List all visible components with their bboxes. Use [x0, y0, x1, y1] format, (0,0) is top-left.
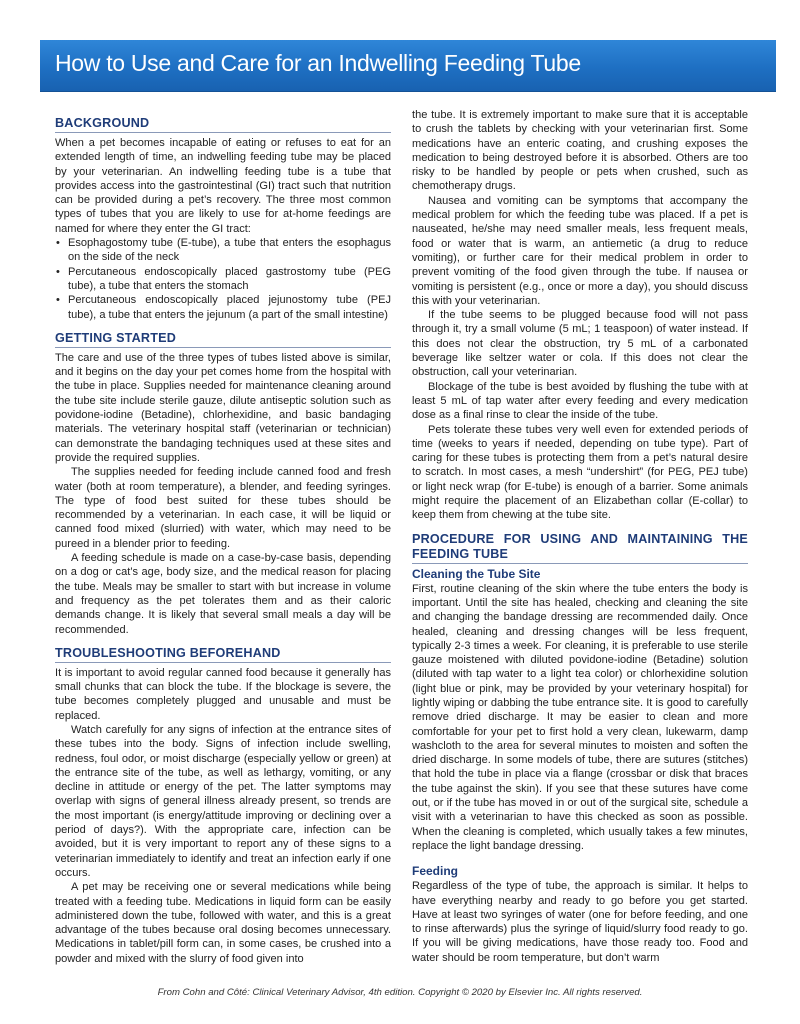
- subheading-feeding: Feeding: [412, 864, 459, 879]
- paragraph: the tube. It is extremely important to make sure that it is acceptable to crush the tablets by checking with your veterinarian first. Some medications have an enteric coating, and crushing exposes the medication to being destroyed before it is absorbed. Others are too risky to be handled by people or pets when crushed, such as chemotherapy drugs.: [412, 109, 748, 193]
- paragraph: Watch carefully for any signs of infection at the entrance sites of these tubes into the body. Signs of infection include swelling, redness, foul odor, or moist discharge (especially yellow or green) at the entrance site of the tube, as well as lethargy, vomiting, or any decline in attitude or energy of the pet. The latter symptoms may overlap with signs of general illness already present, so trends are the most important (is energy/attitude improving or declining over a period of days?). With the appropriate care, infection can be avoided, but it is very important to report any of these signs to a veterinarian immediately to identify and treat an infection early if one occurs.: [55, 723, 391, 879]
- right-column: [412, 108, 748, 965]
- paragraph: Pets tolerate these tubes very well even for extended periods of time (weeks to years if needed, depending on tube type). Part of caring for these tubes is protecting them from a pet’s natural desire to scratch. In most cases, a mesh “undershirt” (for PEG, PEJ tube) or light neck wrap (for E-tube) is enough of a barrier. Some animals might require the placement of an Elizabethan collar (E-collar) to keep them from chewing at the tube site.: [412, 423, 748, 522]
- section-heading-procedure: PROCEDURE FOR USING AND MAINTAINING THE FEEDING TUBE: [412, 532, 748, 564]
- section-heading-troubleshooting: TROUBLESHOOTING BEFOREHAND: [55, 646, 391, 663]
- paragraph: A feeding schedule is made on a case-by-case basis, depending on a dog or cat’s age, body size, and the medical reason for placing the tube. Meals may be smaller to start with but increase in volume and frequency as the pet tolerates them and as their caloric demands change. It is likely that several small meals a day will be recommended.: [55, 552, 391, 636]
- left-column: [55, 116, 391, 966]
- paragraph: First, routine cleaning of the skin where the tube enters the body is important. Until the site has healed, checking and cleaning the site and changing the bandage dressing are recommended daily. Once healed, cleaning and dressing changes will be less frequent, typically 2-3 times a week. For cleaning, it is preferable to use sterile gauze moistened with diluted povidone-iodine (Betadine) solution (diluted with tap water to a light tea color) or chlorhexidine solution (light blue or pink, may be provided by your veterinary hospital) for lightly wiping or dabbing the tube entrance site. It is good to carefully remove dried discharge. It may be easier to clean and more comfortable for your pet to first hold a very clean, lukewarm, damp washcloth to the area for several minutes to moisten and soften the dried discharge. In some models of tube, there are sutures (stitches) that hold the tube in place via a flange (crossbar or disk that braces the tube against the skin). If you see that these sutures have come out, or if the tube has moved in or out of the surgical site, schedule a visit with a veterinarian to have this checked as soon as possible. When the cleaning is completed, which usually takes a few minutes, replace the light bandage dressing.: [412, 582, 748, 852]
- paragraph: If the tube seems to be plugged because food will not pass through it, try a small volume (5 mL; 1 teaspoon) of water instead. If this does not clear the obstruction, try 5 mL of a carbonated beverage like seltzer water or cola. If this does not clear the obstruction, call your veterinarian.: [412, 309, 748, 379]
- paragraph: The supplies needed for feeding include canned food and fresh water (both at room temperature), a blender, and feeding syringes. The type of food best suited for these tubes should be recommended by a veterinarian. In each case, it will be liquid or canned food mixed (slurried) with water, which may need to be pureed in a blender prior to feeding.: [55, 466, 391, 550]
- section-heading-getting-started: GETTING STARTED: [55, 331, 391, 348]
- tube-types-list: [55, 236, 391, 322]
- page-title: How to Use and Care for an Indwelling Feeding Tube: [55, 50, 581, 76]
- title-banner: [40, 40, 776, 92]
- subheading-cleaning: Cleaning the Tube Site: [412, 566, 541, 581]
- background-intro: When a pet becomes incapable of eating or refuses to eat for an extended length of time, an indwelling feeding tube may be placed by your veterinarian. An indwelling feeding tube is a tube that provides access into the gastrointestinal (GI) tract such that nutrition can be provided during a pet’s recovery. The three most common types of tubes that you are likely to use for at-home feedings are named for where they enter the GI tract:: [55, 137, 391, 235]
- paragraph: Nausea and vomiting can be symptoms that accompany the medical problem for which the feeding tube was placed. If a pet is nauseated, he/she may need smaller meals, less frequent meals, food or water that is warm, an antiemetic (a drug to reduce vomiting), or further care for their medical problem in order to prevent vomiting of the food given through the tube. If nausea or vomiting is persistent (e.g., once or more a day), you should discuss this with your veterinarian.: [412, 194, 748, 307]
- paragraph: Regardless of the type of tube, the approach is similar. It helps to have everything nearby and ready to go before you get started. Have at least two syringes of water (one for before feeding, and one to rinse afterwards) plus the syringe of liquid/slurry food ready to go. If you will be giving medications, have those ready too. Food and water should be room temperature, but don’t warm: [412, 880, 748, 964]
- paragraph: Blockage of the tube is best avoided by flushing the tube with at least 5 mL of tap water after every feeding and every medication dose as a final rinse to clear the inside of the tube.: [412, 380, 748, 422]
- copyright-footer: From Cohn and Côté: Clinical Veterinary Advisor, 4th edition. Copyright © 2020 by Elsevier Inc. All rights reserved.: [157, 987, 643, 998]
- paragraph: It is important to avoid regular canned food because it generally has small chunks that can block the tube. If the blockage is severe, the tube becomes completely plugged and unusable and must be replaced.: [55, 666, 391, 722]
- paragraph: The care and use of the three types of tubes listed above is similar, and it begins on the day your pet comes home from the hospital with the tube in place. Supplies needed for maintenance cleaning around the tube site include sterile gauze, dilute antiseptic solution such as povidone-iodine (Betadine), chlorhexidine, and basic bandaging materials. The veterinary hospital staff (veterinarian or technician) can demonstrate the bandaging techniques used at these sites and provide the required supplies.: [55, 351, 391, 464]
- list-item: • Percutaneous endoscopically placed gastrostomy tube (PEG tube), a tube that enters the stomach: [67, 265, 391, 294]
- list-item: • Esophagostomy tube (E-tube), a tube that enters the esophagus on the side of the neck: [67, 236, 391, 265]
- list-item: • Percutaneous endoscopically placed jejunostomy tube (PEJ tube), a tube that enters the jejunum (a part of the small intestine): [67, 293, 391, 322]
- section-heading-background: BACKGROUND: [55, 116, 391, 133]
- paragraph: A pet may be receiving one or several medications while being treated with a feeding tube. Medications in liquid form can be easily administered down the tube, followed with water, and this is a great advantage of the tubes because oral dosing becomes unnecessary. Medications in tablet/pill form can, in some cases, be crushed into a powder and mixed with the slurry of food given into: [55, 881, 391, 965]
